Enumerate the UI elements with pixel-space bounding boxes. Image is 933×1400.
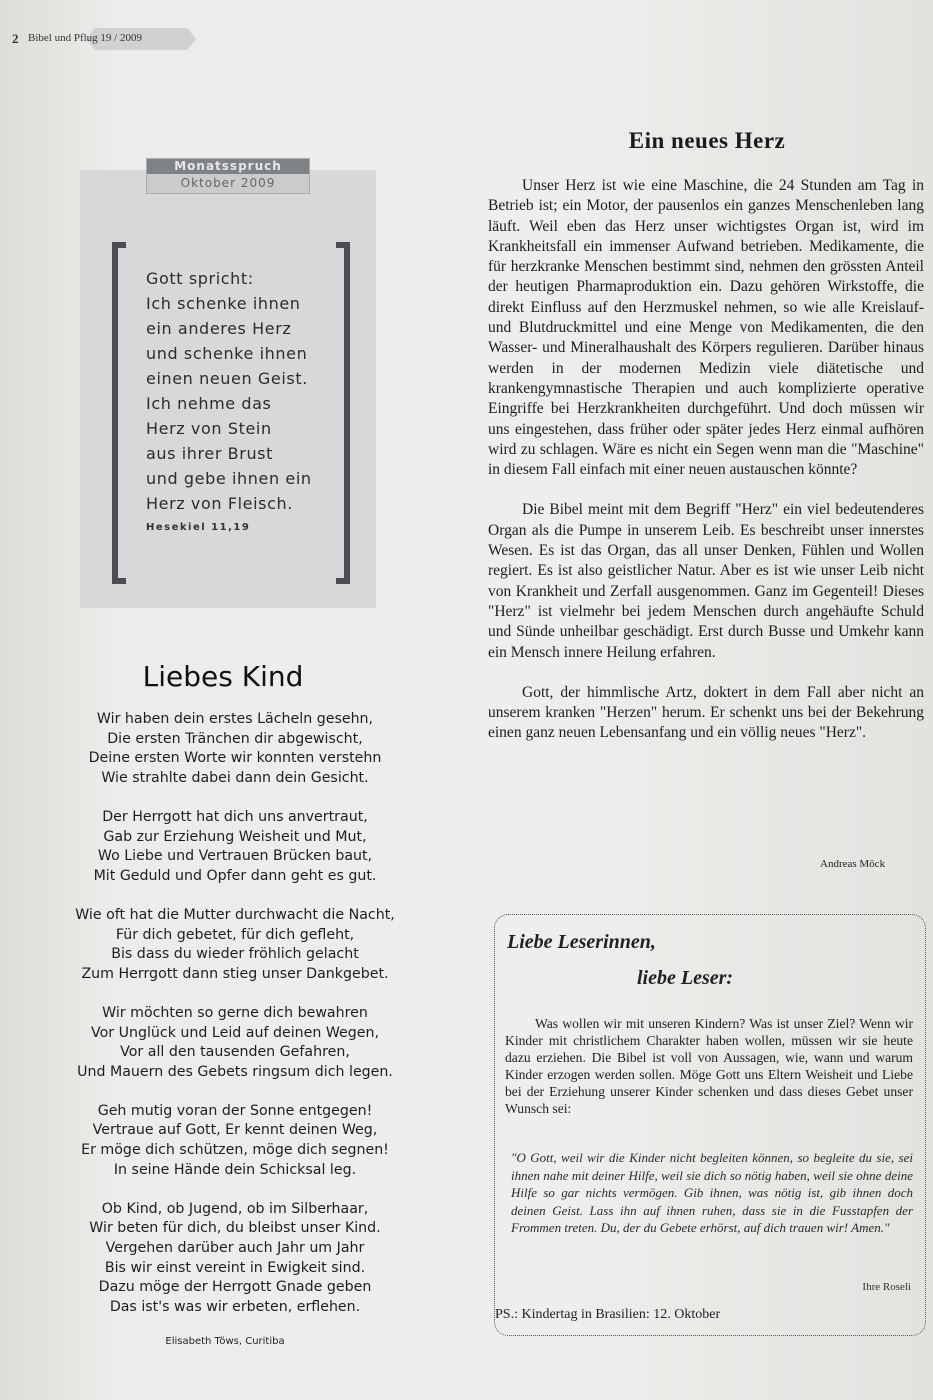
poem-line: Mit Geduld und Opfer dann geht es gut. [93, 867, 377, 884]
article-paragraph: Unser Herz ist wie eine Maschine, die 24 Stunden am Tag in Betrieb ist; ein Motor, der pausenlos ein ganzes Menschenleben lang läuft. Weil eben das Herz unser wichtigstes Organ ist, wird im Krankheitsfall ein immenser Aufwand betrieben. Medikamente, die für herzkranke Menschen bestimmt sind, nehmen den grössten Anteil der heutigen Pharmaproduktion ein. Dazu gehören Wirkstoffe, die direkt Einfluss auf den Herzmuskel nehmen, so wie alle Kreislauf- und Blutdruckmittel und eine Menge von Medikamenten, die den Wasser- und Mineralhaushalt des Körpers regulieren. Darüber hinaus werden in der modernen Medizin viele diätetische und krankengymnastische Therapien und auch komplizierte operative Eingriffe bei Herzkrankheiten durchgeführt. Und doch müssen wir uns eingestehen, dass früher oder später jedes Herz einmal aufhören wird zu schlagen. Wäre es nicht ein Segen wenn man die "Maschine" in diesem Fall einfach mit einer neuen austauschen könnte? [488, 177, 924, 479]
poem-line: Wir haben dein erstes Lächeln gesehn, [96, 711, 374, 727]
letter-postscript: PS.: Kindertag in Brasilien: 12. Oktober [495, 1307, 721, 1322]
poem-line: Er möge dich schützen, möge dich segnen! [81, 1142, 389, 1159]
page-number: 2 [12, 31, 19, 46]
verse-line: und gebe ihnen ein [146, 469, 312, 488]
monatsspruch-box [80, 159, 376, 608]
poem-stanza [50, 710, 420, 788]
poem-line: Das ist's was wir erbeten, erflehen. [109, 1298, 361, 1315]
verse-line: aus ihrer Brust [146, 444, 273, 463]
badge-month: Oktober 2009 [180, 176, 276, 190]
verse-line: Herz von Stein [146, 419, 272, 438]
verse-line: und schenke ihnen [146, 344, 308, 363]
monatsspruch-badge [146, 158, 310, 194]
poem-line: Vor Unglück und Leid auf deinen Wegen, [90, 1024, 380, 1041]
poem-line: Geh mutig voran der Sonne entgegen! [97, 1102, 373, 1119]
verse-line: Herz von Fleisch. [146, 494, 293, 513]
greeting-line-1: Liebe Leserinnen, [507, 931, 656, 953]
poem-stanza [50, 1004, 420, 1082]
poem-line: Vor all den tausenden Gefahren, [120, 1044, 350, 1061]
poem-line: Wie oft hat die Mutter durchwacht die Nacht, [75, 906, 395, 923]
greeting-line-2: liebe Leser: [637, 967, 734, 989]
poem-title: Liebes Kind [142, 660, 304, 693]
article-author: Andreas Möck [820, 858, 886, 870]
article-paragraph: Gott, der himmlische Artz, doktert in dem Fall aber nicht an unserem kranken "Herzen" herum. Er schenkt uns bei der Bekehrung einen ganz neuen Lebensanfang und ein völlig neues "Herz". [488, 683, 924, 742]
poem-line: Zum Herrgott dann stieg unser Dankgebet. [81, 965, 389, 982]
left-bracket [112, 242, 126, 584]
poem-line: Bis dass du wieder fröhlich gelacht [111, 946, 359, 963]
poem-line: Ob Kind, ob Jugend, ob im Silberhaar, [101, 1200, 369, 1217]
poem-line: Wo Liebe und Vertrauen Brücken baut, [97, 848, 373, 865]
poem-line: Wir beten für dich, du bleibst unser Kind. [89, 1220, 381, 1237]
poem-line: Deine ersten Worte wir konnten verstehn [88, 750, 382, 767]
letter-prayer: "O Gott, weil wir die Kinder nicht begleiten können, so begleite du sie, sei ihnen nahe mit deiner Hilfe, weil sie dich so nötig haben, weil sie ohne deine Hilfe so gar nichts vermögen. Gib ihnen, was nötig ist, gib ihnen doch deinen Geist. Lass ihn auf ihnen ruhen, dass sie in die Fusstapfen der Frommen treten. Du, der du Gebete erhörst, auf dich trauen wir! Amen." [511, 1150, 913, 1235]
badge-title: Monatsspruch [147, 159, 309, 174]
poem-line: Der Herrgott hat dich uns anvertraut, [102, 808, 368, 825]
poem-line: Vergehen darüber auch Jahr um Jahr [105, 1240, 365, 1257]
poem-line: In seine Hände dein Schicksal leg. [113, 1161, 357, 1178]
poem-stanza [50, 1102, 420, 1180]
letter-body [505, 1015, 913, 1117]
poem-line: Wie strahlte dabei dann dein Gesicht. [101, 769, 369, 786]
article-body [488, 176, 924, 764]
article-paragraph: Die Bibel meint mit dem Begriff "Herz" ein viel bedeutenderes Organ als die Pumpe in unserem Leib. Es beschreibt unser innerstes Wesen. Es ist das Organ, das all unser Denken, Fühlen und Wollen regiert. Es ist also geistlicher Natur. Aber es ist wie unser Leib nicht von Krankheit und Zerfall ausgenommen. Ganz im Gegenteil! Dieses "Herz" ist vielmehr bei jedem Menschen durch angehäufte Schuld und Sünde unheilbar geschädigt. Erst durch Busse und Umkehr kann ein Mensch innere Heilung erfahren. [488, 501, 924, 661]
poem-stanza [50, 906, 420, 984]
letter-paragraph: Was wollen wir mit unseren Kindern? Was ist unser Ziel? Wenn wir Kinder mit christlichem Charakter haben wollen, müssen wir sie heute dazu erziehen. Die Bibel ist voll von Aussagen, wie, wann und warum Kinder erzogen werden sollen. Möge Gott uns Eltern Weisheit und Liebe bei der Erziehung unserer Kinder schenken und dass dieses Gebet unser Wunsch sei: [505, 1016, 913, 1116]
poem-line: Die ersten Tränchen dir abgewischt, [107, 730, 363, 747]
reader-letter-box [494, 914, 926, 1336]
poem-line: Dazu möge der Herrgott Gnade geben [98, 1279, 372, 1296]
poem-line: Für dich gebetet, für dich gefleht, [115, 926, 355, 943]
poem-line: Bis wir einst vereint in Ewigkeit sind. [104, 1259, 366, 1276]
poem-line: Vertraue auf Gott, Er kennt deinen Weg, [92, 1122, 378, 1139]
poem-author: Elisabeth Töws, Curitiba [165, 1336, 285, 1347]
poem-line: Und Mauern des Gebets ringsum dich legen. [77, 1063, 393, 1080]
poem-stanza [50, 808, 420, 886]
magazine-issue: Bibel und Pflug 19 / 2009 [28, 32, 142, 44]
poem-stanza [50, 1200, 420, 1318]
letter-signature: Ihre Roseli [862, 1281, 911, 1293]
poem-line: Wir möchten so gerne dich bewahren [102, 1004, 368, 1021]
verse-line: Ich nehme das [146, 394, 272, 413]
verse-text [146, 266, 346, 516]
verse-reference: Hesekiel 11,19 [146, 522, 251, 533]
article-title: Ein neues Herz [628, 128, 786, 153]
verse-line: ein anderes Herz [146, 319, 292, 338]
verse-line: Ich schenke ihnen [146, 294, 301, 313]
verse-line: einen neuen Geist. [146, 369, 308, 388]
poem-body [50, 710, 420, 1337]
poem-line: Gab zur Erziehung Weisheit und Mut, [103, 828, 367, 845]
verse-line: Gott spricht: [146, 269, 254, 288]
page-header [8, 26, 198, 52]
